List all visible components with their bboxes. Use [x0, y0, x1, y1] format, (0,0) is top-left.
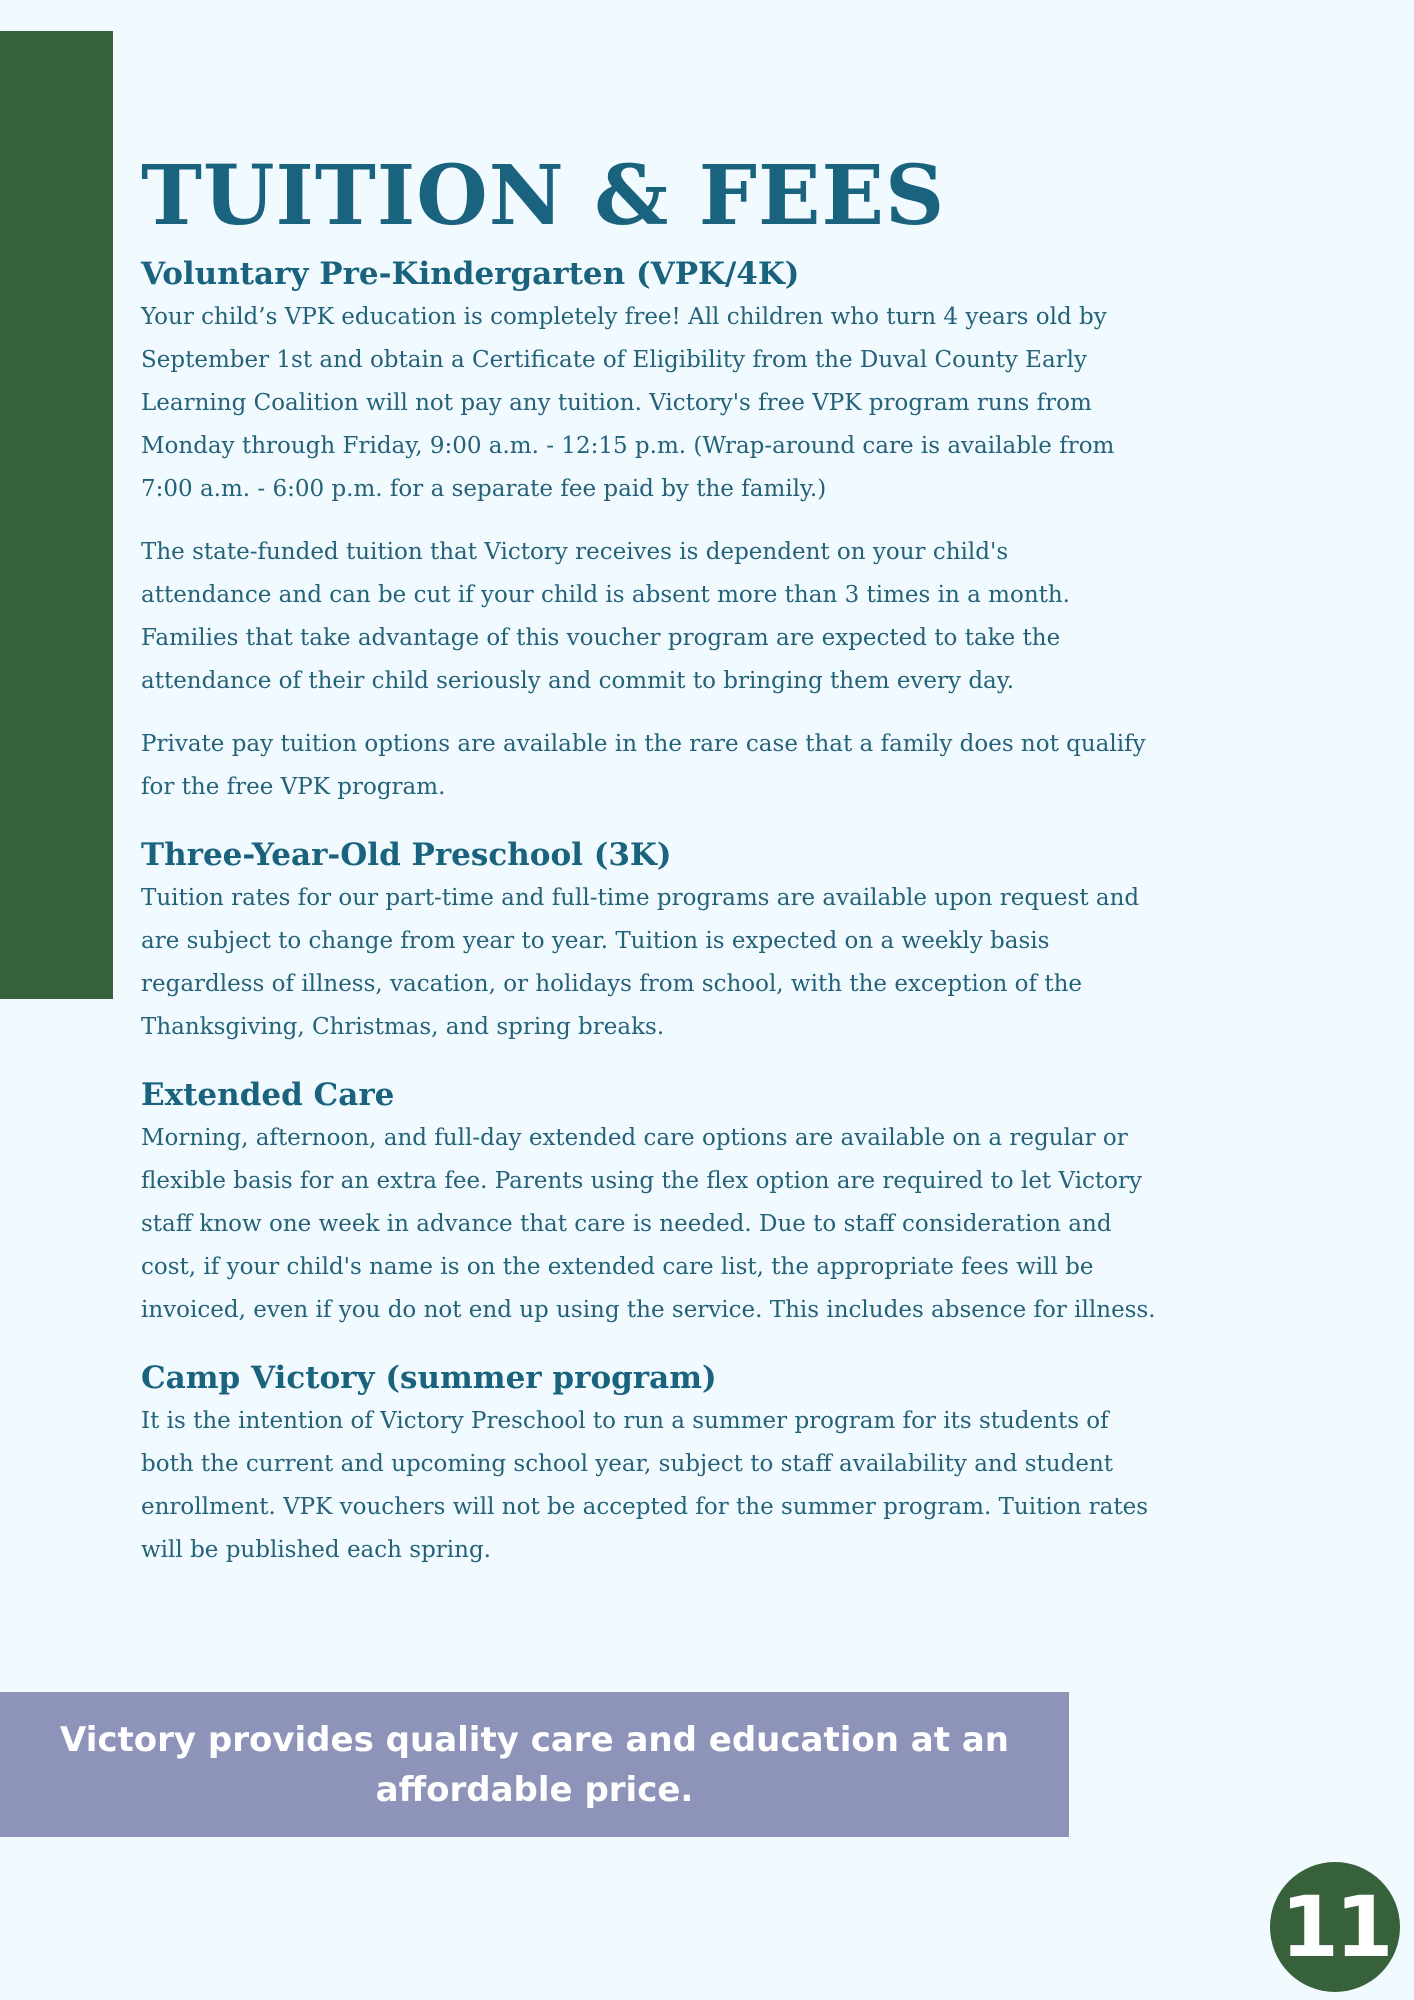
- section-heading-3k: Three-Year-Old Preschool (3K): [141, 837, 672, 873]
- page-content: [141, 140, 1261, 1572]
- page-number-badge: [1270, 1862, 1400, 1992]
- camp-victory-paragraph: It is the intention of Victory Preschool to run a summer program for its students of both the current and upcoming school year, subject to staff availability and student enrollment. VPK vouchers will not be accepted for the summer program. Tuition rates will be published each spring.: [141, 1408, 1149, 1563]
- vpk-paragraph-2: The state-funded tuition that Victory receives is dependent on your child's attendance and can be cut if your child is absent more than 3 times in a month. Families that take advantage of this voucher program are expected to take the attendance of their child seriously and commit to bringing them every day.: [141, 539, 1070, 694]
- section-heading-extended-care: Extended Care: [141, 1077, 395, 1113]
- section-heading-camp-victory: Camp Victory (summer program): [141, 1360, 717, 1396]
- 3k-paragraph: Tuition rates for our part-time and full-time programs are available upon request and are subject to change from year to year. Tuition is expected on a weekly basis regardless of illness, vacation, or holidays from school, with the exception of the Thanksgiving, Christmas, and spring breaks.: [141, 885, 1140, 1040]
- vpk-paragraph-1: Your child’s VPK education is completely free! All children who turn 4 years old by September 1st and obtain a Certificate of Eligibility from the Duval County Early Learning Coalition will not pay any tuition. Victory's free VPK program runs from Monday through Friday, 9:00 a.m. - 12:15 p.m. (Wrap-around care is available from 7:00 a.m. - 6:00 p.m. for a separate fee paid by the family.): [141, 304, 1115, 502]
- side-accent-bar: [0, 31, 113, 999]
- page-number: 11: [1280, 1878, 1390, 1976]
- section-heading-vpk: Voluntary Pre-Kindergarten (VPK/4K): [141, 256, 800, 292]
- extended-care-paragraph: Morning, afternoon, and full-day extended care options are available on a regular or flexible basis for an extra fee. Parents using the flex option are required to let Victory staff know one week in advance that care is needed. Due to staff consideration and cost, if your child's name is on the extended care list, the appropriate fees will be invoiced, even if you do not end up using the service. This includes absence for illness.: [141, 1125, 1156, 1323]
- vpk-paragraph-3: Private pay tuition options are available in the rare case that a family does not qualify for the free VPK program.: [141, 731, 1146, 800]
- page-title: TUITION & FEES: [141, 148, 946, 244]
- callout-banner: [0, 1692, 1069, 1837]
- callout-text: Victory provides quality care and education at an affordable price.: [60, 1719, 1009, 1810]
